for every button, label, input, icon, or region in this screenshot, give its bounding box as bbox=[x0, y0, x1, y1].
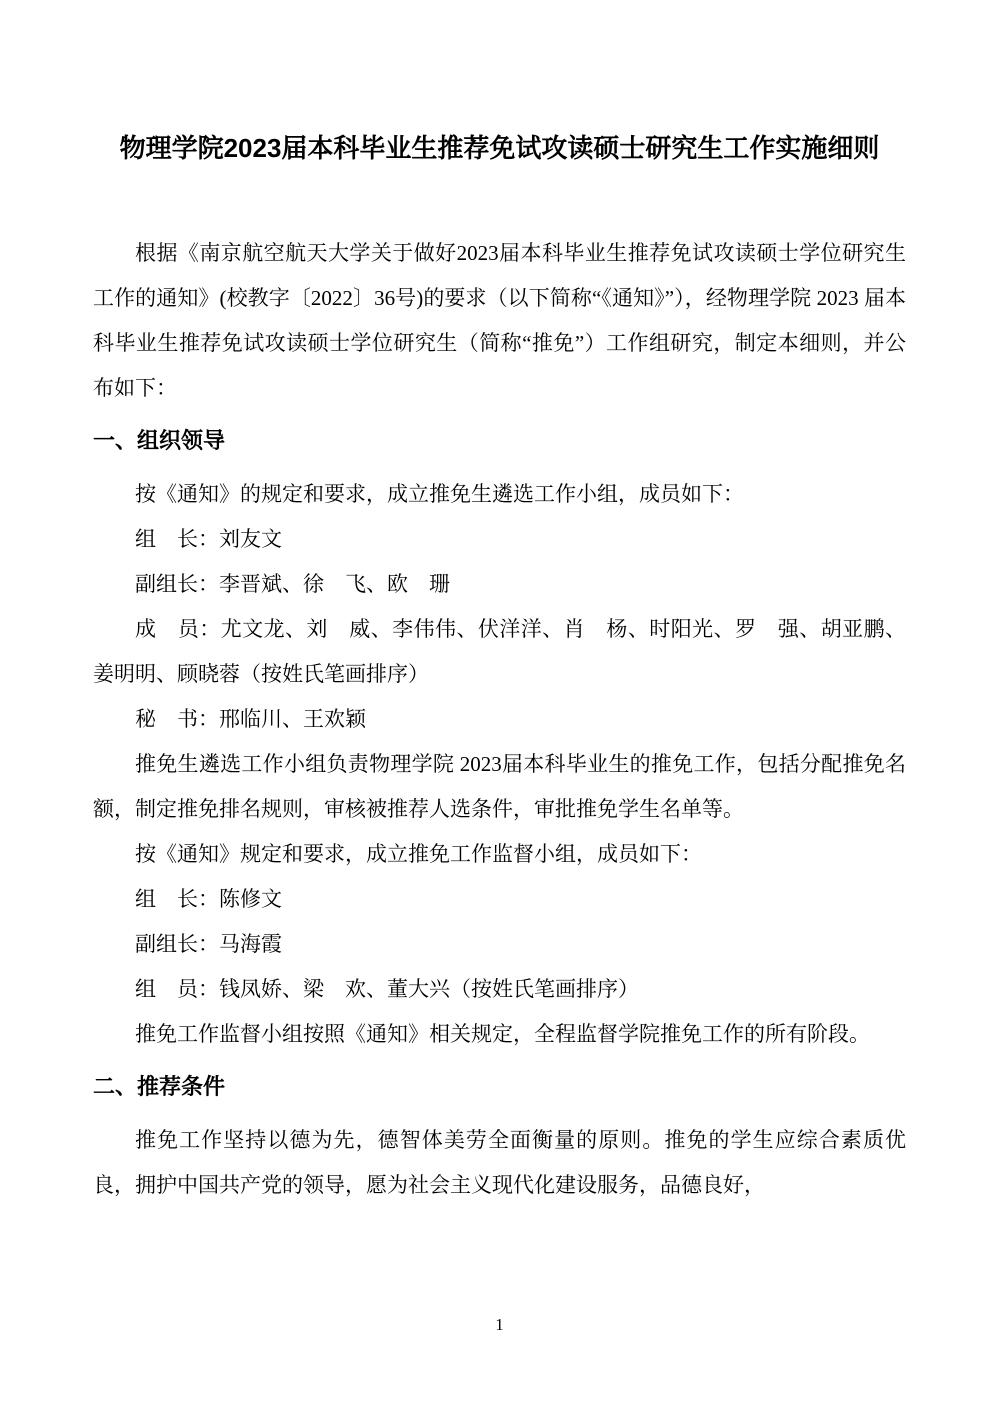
paragraph-group-duty: 推免生遴选工作小组负责物理学院 2023届本科毕业生的推免工作，包括分配推免名额，制定推免排名规则，审核被推荐人选条件，审批推免学生名单等。 bbox=[93, 752, 906, 821]
paragraph-supervision-deputy: 副组长：马海霞 bbox=[135, 932, 282, 956]
paragraph-deputy-leaders: 副组长：李晋斌、徐 飞、欧 珊 bbox=[135, 572, 450, 596]
paragraph-members: 成 员：尤文龙、刘 威、李伟伟、伏洋洋、肖 杨、时阳光、罗 强、胡亚鹏、姜明明、顾晓蓉（按姓氏笔画排序） bbox=[93, 617, 906, 686]
paragraph-secretaries: 秘 书：邢临川、王欢颖 bbox=[135, 707, 366, 731]
section-heading-organization: 一、组织领导 bbox=[93, 428, 226, 453]
paragraph-selection-group-setup: 按《通知》的规定和要求，成立推免生遴选工作小组，成员如下： bbox=[135, 482, 744, 506]
paragraph-supervision-duty: 推免工作监督小组按照《通知》相关规定，全程监督学院推免工作的所有阶段。 bbox=[135, 1022, 870, 1046]
paragraph-supervision-members: 组 员：钱凤娇、梁 欢、董大兴（按姓氏笔画排序） bbox=[135, 977, 639, 1001]
section-heading-recommendation-conditions: 二、推荐条件 bbox=[93, 1074, 226, 1099]
document-title: 物理学院2023届本科毕业生推荐免试攻读硕士研究生工作实施细则 bbox=[119, 133, 880, 163]
paragraph-supervision-leader: 组 长：陈修文 bbox=[135, 887, 282, 911]
paragraph-intro: 根据《南京航空航天大学关于做好2023届本科毕业生推荐免试攻读硕士学位研究生工作的通知》(校教字〔2022〕36号)的要求（以下简称“《通知》”），经物理学院 2023 届本科毕业生推荐免试攻读硕士学位研究生（简称“推免”）工作组研究，制定本细则，并公布如下： bbox=[93, 241, 906, 400]
paragraph-group-leader: 组 长：刘友文 bbox=[135, 527, 282, 551]
page-number: 1 bbox=[495, 1315, 504, 1334]
paragraph-conditions: 推免工作坚持以德为先，德智体美劳全面衡量的原则。推免的学生应综合素质优良，拥护中国共产党的领导，愿为社会主义现代化建设服务，品德良好， bbox=[93, 1128, 906, 1197]
paragraph-supervision-group-setup: 按《通知》规定和要求，成立推免工作监督小组，成员如下： bbox=[135, 842, 702, 866]
